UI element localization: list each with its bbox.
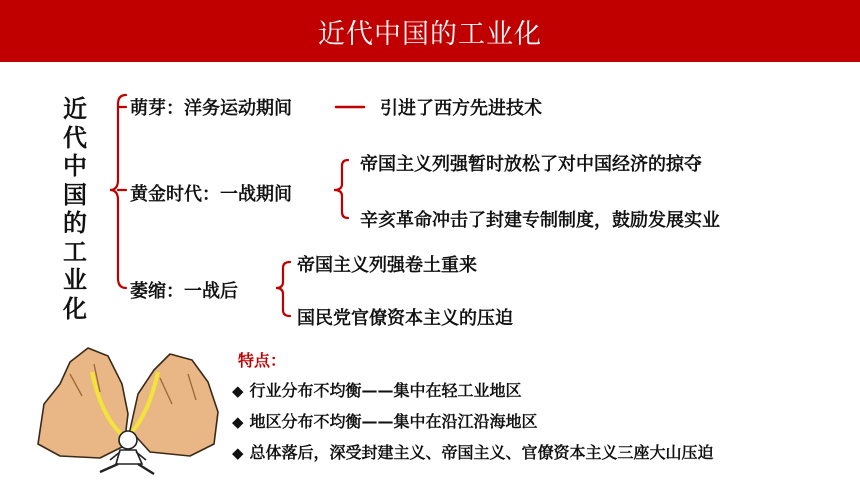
burden-illustration xyxy=(30,334,230,479)
feature-item-2 xyxy=(232,409,538,432)
page-title: 近代中国的工业化 xyxy=(318,18,542,50)
main-brace xyxy=(110,95,126,288)
diamond-bullet-icon: ◆ xyxy=(232,444,244,462)
branch-2-item-2: 辛亥革命冲击了封建专制制度，鼓励发展实业 xyxy=(360,210,720,231)
mountain-right xyxy=(130,354,218,456)
man-legs xyxy=(100,464,154,474)
topic-title: 近代中国的工业化 xyxy=(63,95,87,323)
feature-text-1: 行业分布不均衡——集中在轻工业地区 xyxy=(249,381,522,400)
feature-text-3: 总体落后，深受封建主义、帝国主义、官僚资本主义三座大山压迫 xyxy=(249,443,714,462)
branch-1-label: 萌芽：洋务运动期间 xyxy=(130,98,292,119)
branch-1-detail: 引进了西方先进技术 xyxy=(380,98,542,119)
feature-text-2: 地区分布不均衡——集中在沿江沿海地区 xyxy=(249,412,538,431)
branch-2-item-1: 帝国主义列强暂时放松了对中国经济的掠夺 xyxy=(360,154,702,175)
feature-item-3 xyxy=(232,440,714,463)
feature-item-1 xyxy=(232,378,522,401)
diamond-bullet-icon: ◆ xyxy=(232,382,244,400)
b2-brace xyxy=(334,160,348,218)
diamond-bullet-icon: ◆ xyxy=(232,413,244,431)
branch-3-item-2: 国民党官僚资本主义的压迫 xyxy=(297,308,513,329)
branch-3-label: 萎缩：一战后 xyxy=(130,281,238,302)
mountain-left xyxy=(38,348,128,458)
b3-brace xyxy=(276,262,290,316)
features-heading: 特点： xyxy=(238,351,287,370)
branch-2-label: 黄金时代：一战期间 xyxy=(130,184,292,205)
branch-3-item-1: 帝国主义列强卷土重来 xyxy=(297,255,477,276)
man-head xyxy=(119,431,137,449)
